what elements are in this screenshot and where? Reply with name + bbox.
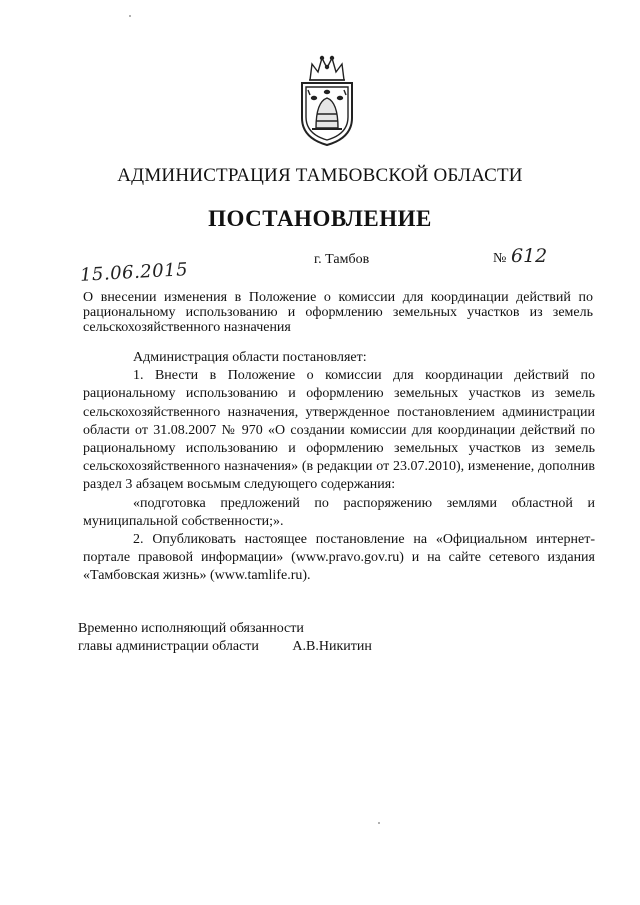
handwritten-date: 15.06.2015 <box>79 259 189 286</box>
organization-title: АДМИНИСТРАЦИЯ ТАМБОВСКОЙ ОБЛАСТИ <box>117 165 523 186</box>
resolution-lead: Администрация области постановляет: <box>133 350 367 365</box>
scan-speck <box>378 822 380 824</box>
resolution-item-2: 2. Опубликовать настоящее постановление на «Официальном интернет-портале правовой информации» (www.pravo.gov.ru) и на сайте сетевого издания «Тамбовская жизнь» (www.tamlife.ru). <box>83 532 595 584</box>
tambov-coat-of-arms-icon <box>292 50 362 150</box>
signature-block <box>78 620 498 656</box>
handwritten-number: 612 <box>511 245 548 267</box>
number-label: № <box>493 251 507 266</box>
document-body <box>83 349 595 586</box>
document-subject: О внесении изменения в Положение о комиссии для координации действий по рациональному использованию и оформлению земельных участков из земель сельскохозяйственного назначения <box>83 290 593 335</box>
signatory-position-line-2: главы администрации области <box>78 639 259 654</box>
document-type-title: ПОСТАНОВЛЕНИЕ <box>208 206 432 231</box>
resolution-item-1: 1. Внести в Положение о комиссии для координации действий по рациональному использованию и оформлению земельных участков из земель сельскохозяйственного назначения, утвержденное постановлением администрации области от 31.08.2007 № 970 «О создании комиссии для координации действий по рациональному использованию и оформлению земельных участков из земель сельскохозяйственного назначения» (в редакции от 23.07.2010), изменение, дополнив раздел 3 абзацем восьмым следующего содержания: <box>83 368 595 493</box>
city-label: г. Тамбов <box>314 252 370 267</box>
resolution-quote: «подготовка предложений по распоряжению землями областной и муниципальной собственности;». <box>83 495 595 529</box>
signatory-name: А.В.Никитин <box>292 639 372 654</box>
signatory-position-line-1: Временно исполняющий обязанности <box>78 621 304 636</box>
scan-speck <box>129 15 131 17</box>
